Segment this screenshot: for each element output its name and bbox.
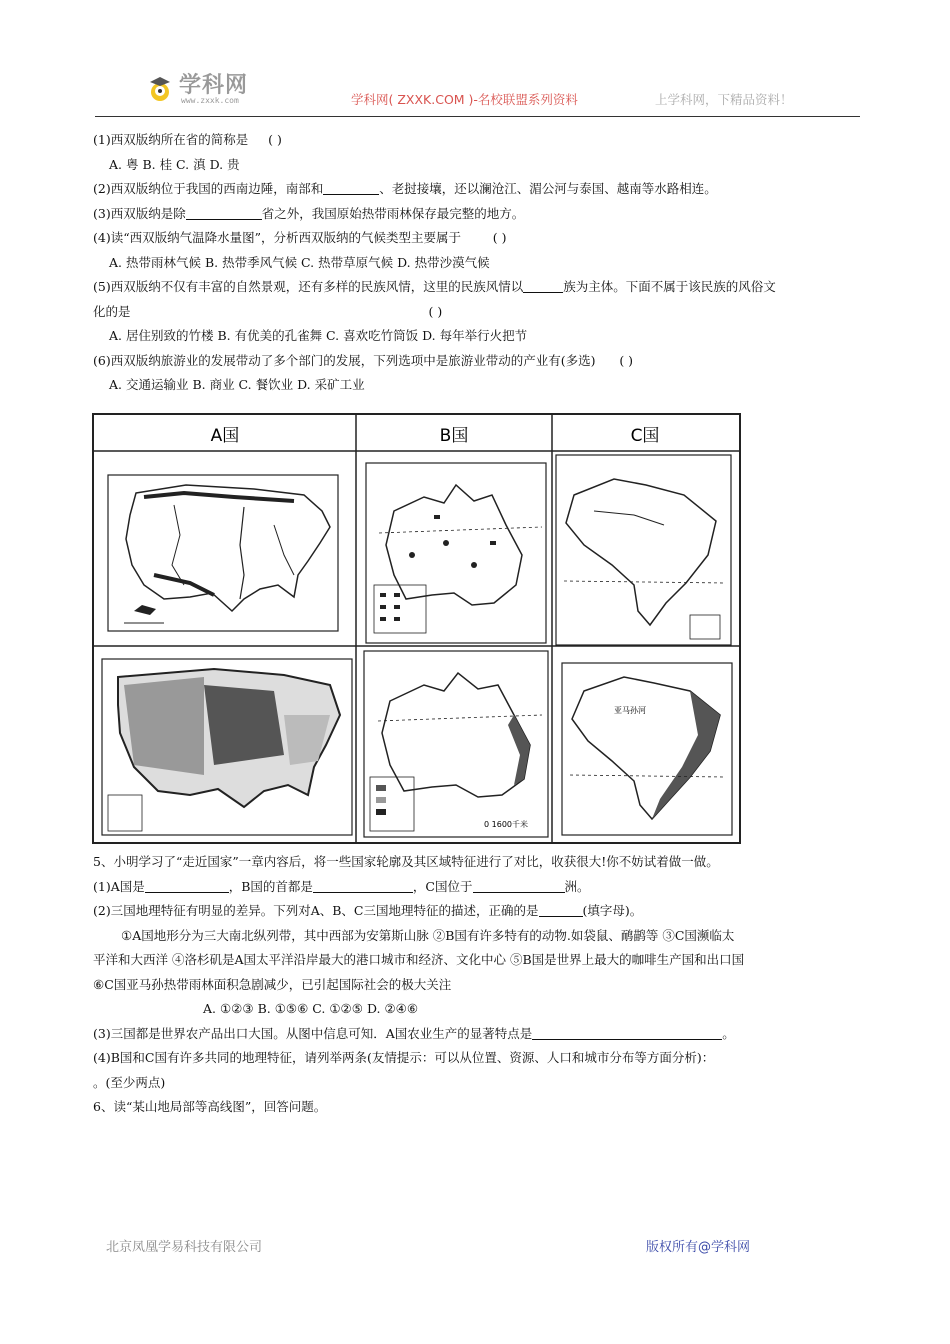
header-c: C国	[630, 426, 660, 446]
q5-line-3: (3)三国都是世界农产品出口大国。从图中信息可知．A国农业生产的显著特点是 。	[93, 1025, 735, 1041]
q5-stem: 5、小明学习了“走近国家”一章内容后，将一些国家轮廓及其区域特征进行了对比，收获很大!你不妨试着做一做。	[93, 854, 719, 869]
q5-options: A. ①②③ B. ①⑤⑥ C. ①②⑤ D. ②④⑥	[203, 1001, 419, 1016]
map-figure	[94, 415, 739, 842]
answer-blank[interactable]	[539, 902, 583, 917]
answer-blank[interactable]	[313, 878, 413, 893]
map-c-terrain	[556, 455, 731, 645]
q4-options-4: A. 热带雨林气候 B. 热带季风气候 C. 热带草原气候 D. 热带沙漠气候	[109, 254, 490, 270]
country-map-table	[92, 413, 741, 844]
q5-statements-2: 平洋和大西洋 ④洛杉矶是A国太平洋沿岸最大的港口城市和经济、文化中心 ⑤B国是世界上最大的咖啡生产国和出口国	[93, 952, 745, 967]
mascot-icon	[147, 74, 173, 104]
q4-line-4: (4)读“西双版纳气温降水量图”，分析西双版纳的气候类型主要属于 ( )	[93, 230, 507, 245]
amazon-label: 亚马孙河	[614, 706, 646, 715]
header-a: A国	[210, 426, 240, 446]
header-b: B国	[439, 426, 469, 446]
answer-blank[interactable]	[186, 205, 262, 220]
q4-line-1: (1)西双版纳所在省的简称是 ( )	[93, 132, 282, 147]
map-a-agriculture	[102, 659, 352, 835]
logo-url: www.zxxk.com	[181, 96, 239, 105]
q5-line-2: (2)三国地理特征有明显的差异。下列对A、B、C三国地理特征的描述，正确的是 (填字母)。	[93, 903, 643, 918]
q5-statements-3: ⑥C国亚马孙热带雨林面积急剧减少，已引起国际社会的极大关注	[93, 976, 452, 992]
site-logo	[147, 66, 267, 112]
question-5-body	[93, 850, 863, 1120]
footer-company: 北京凤凰学易科技有限公司	[106, 1240, 263, 1255]
q4-line-3: (3)西双版纳是除 省之外，我国原始热带雨林保存最完整的地方。	[93, 205, 525, 221]
q5-line-4: (4)B国和C国有许多共同的地理特征，请列举两条(友情提示：可以从位置、资源、人口和城市分布等方面分析)：	[93, 1050, 715, 1065]
q6-stem: 6、读“某山地局部等高线图”，回答问题。	[93, 1099, 327, 1114]
answer-blank[interactable]	[523, 278, 563, 293]
q4-line-2: (2)西双版纳位于我国的西南边陲，南部和 、老挝接壤，还以澜沧江、湄公河与泰国、越南等水路相连。	[93, 181, 717, 196]
map-b-population	[364, 651, 548, 837]
q5-line-1: (1)A国是 ，B国的首都是 ，C国位于 洲。	[93, 878, 590, 894]
q4-options-6: A. 交通运输业 B. 商业 C. 餐饮业 D. 采矿工业	[109, 377, 365, 392]
scale-label: 0 1600千米	[484, 820, 528, 829]
map-a-terrain	[108, 475, 338, 631]
q4-options-1: A. 粤 B. 桂 C. 滇 D. 贵	[109, 156, 240, 172]
q4-line-5b: 化的是 ( )	[93, 303, 443, 319]
q5-line-4b: 。(至少两点)	[93, 1074, 166, 1090]
logo-text: 学科网	[179, 73, 249, 98]
map-b-resources	[366, 463, 546, 643]
q5-statements-1: ①A国地形分为三大南北纵列带，其中西部为安第斯山脉 ②B国有许多特有的动物.如袋鼠、鸸鹋等 ③C国濒临太	[121, 927, 735, 943]
answer-blank[interactable]	[323, 180, 379, 195]
q4-line-5: (5)西双版纳不仅有丰富的自然景观，还有多样的民族风情，这里的民族风情以 族为主体。下面不属于该民族的风俗文	[93, 279, 776, 294]
answer-blank[interactable]	[145, 878, 229, 893]
map-c-amazon	[562, 663, 732, 835]
answer-blank[interactable]	[473, 878, 565, 893]
q4-line-6: (6)西双版纳旅游业的发展带动了多个部门的发展，下列选项中是旅游业带动的产业有(多选) ( )	[93, 352, 634, 368]
header-slogan: 上学科网，下精品资料！	[655, 92, 793, 107]
header-link-zxxk[interactable]: 学科网( ZXXK.COM )-名校联盟系列资料	[351, 92, 578, 107]
page-header	[95, 60, 860, 117]
question-4-body	[93, 128, 863, 398]
footer-copyright[interactable]: 版权所有@学科网	[646, 1240, 751, 1255]
answer-blank[interactable]	[532, 1025, 722, 1040]
q4-options-5: A. 居住别致的竹楼 B. 有优美的孔雀舞 C. 喜欢吃竹筒饭 D. 每年举行火把节	[109, 328, 528, 343]
